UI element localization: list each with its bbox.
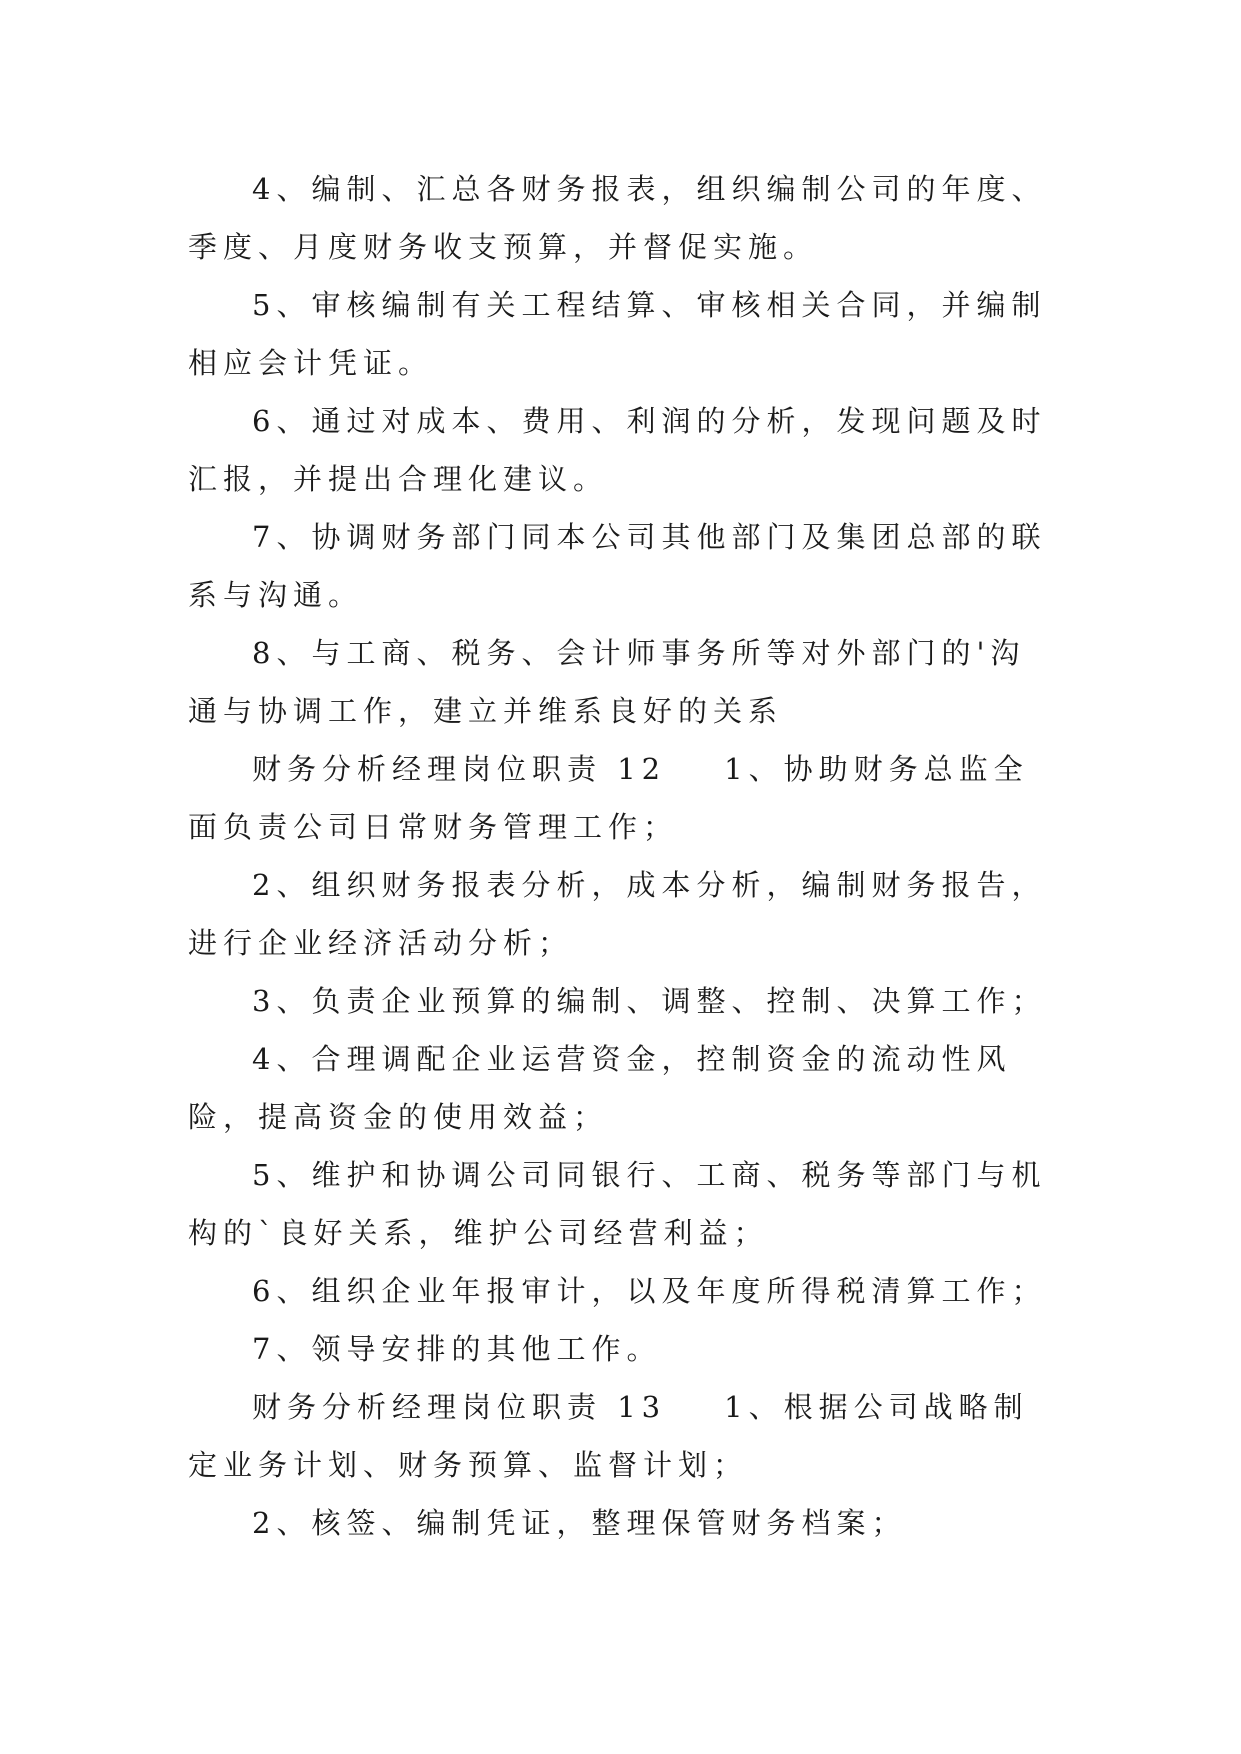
section-12-item-2: 2、组织财务报表分析，成本分析，编制财务报告，进行企业经济活动分析； bbox=[188, 868, 1047, 960]
paragraph-item-4: 4、编制、汇总各财务报表，组织编制公司的年度、季度、月度财务收支预算，并督促实施。 bbox=[188, 172, 1047, 264]
section-12-heading: 财务分析经理岗位职责 12 bbox=[252, 752, 667, 786]
section-12-first-paragraph bbox=[188, 740, 1058, 856]
section-13-item-2: 2、核签、编制凭证，整理保管财务档案； bbox=[252, 1506, 907, 1540]
section-12-item-7: 7、领导安排的其他工作。 bbox=[252, 1332, 662, 1366]
section-12-item-1: 1、协助财务总监全面负责公司日常财务管理工作； bbox=[188, 752, 1029, 844]
section-12-item-4: 4、合理调配企业运营资金，控制资金的流动性风险，提高资金的使用效益； bbox=[188, 1042, 1012, 1134]
document-body bbox=[188, 160, 1058, 1552]
section-12-item-3: 3、负责企业预算的编制、调整、控制、决算工作； bbox=[252, 984, 1047, 1018]
section-13-item-1: 1、根据公司战略制定业务计划、财务预算、监督计划； bbox=[188, 1390, 1029, 1482]
paragraph-item-5: 5、审核编制有关工程结算、审核相关合同，并编制相应会计凭证。 bbox=[188, 288, 1047, 380]
section-12-item-5: 5、维护和协调公司同银行、工商、税务等部门与机构的`良好关系，维护公司经营利益； bbox=[188, 1158, 1047, 1250]
section-13-heading: 财务分析经理岗位职责 13 bbox=[252, 1390, 667, 1424]
section-13-first-paragraph bbox=[188, 1378, 1058, 1494]
paragraph-item-8: 8、与工商、税务、会计师事务所等对外部门的'沟通与协调工作，建立并维系良好的关系 bbox=[188, 636, 1026, 728]
section-12-item-6: 6、组织企业年报审计，以及年度所得税清算工作； bbox=[252, 1274, 1047, 1308]
paragraph-item-7: 7、协调财务部门同本公司其他部门及集团总部的联系与沟通。 bbox=[188, 520, 1047, 612]
paragraph-item-6: 6、通过对成本、费用、利润的分析，发现问题及时汇报，并提出合理化建议。 bbox=[188, 404, 1047, 496]
